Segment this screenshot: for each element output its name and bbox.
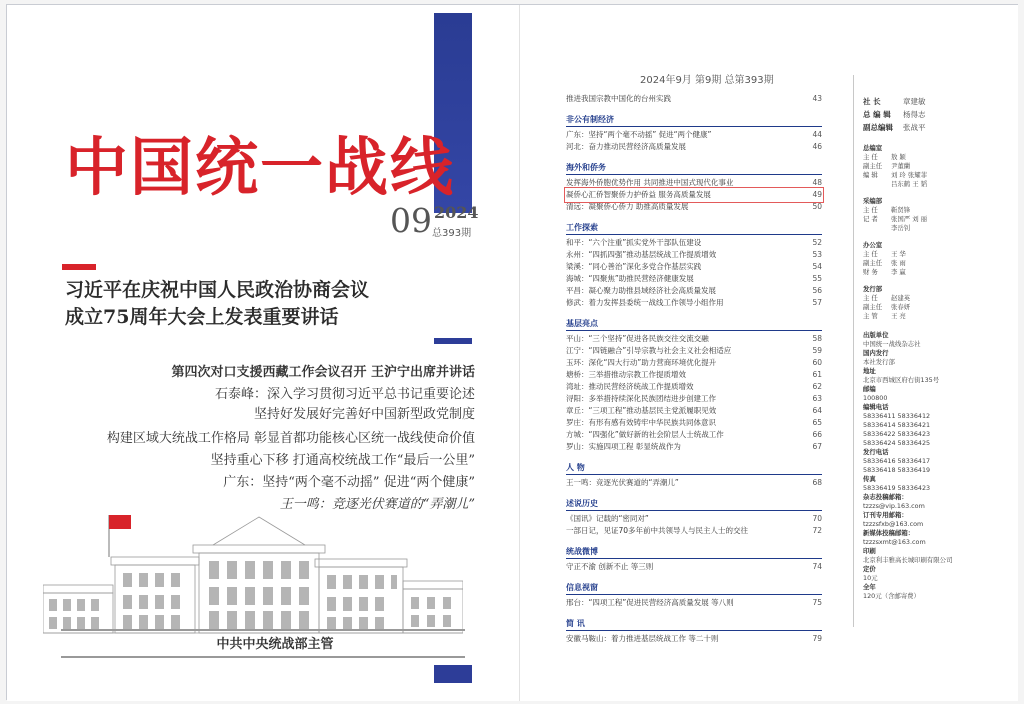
toc-entry-title: 梁溪：“同心善治”深化多党合作基层实践 xyxy=(566,262,702,271)
masthead-role: 主 任 xyxy=(863,294,878,302)
masthead-row xyxy=(863,123,1013,136)
masthead-role: 记 者 xyxy=(863,215,878,223)
toc-entry-page: 75 xyxy=(812,598,822,607)
toc-entry-title: 江宁：“四链融合”引导宗教与社会主义社会相适应 xyxy=(566,346,732,355)
masthead-leadership xyxy=(863,97,1013,136)
cover-page xyxy=(7,5,519,701)
masthead-person: 吕东鹤 王 韬 xyxy=(891,180,928,188)
cover-story: 坚持好发展好完善好中国新型政党制度 xyxy=(253,407,475,422)
toc-entry[interactable] xyxy=(566,633,822,645)
toc-entry-title: 守正不渝 创新不止 等三则 xyxy=(566,562,654,571)
toc-entry-page: 67 xyxy=(812,442,822,451)
toc-entry-page: 68 xyxy=(812,478,822,487)
masthead-row xyxy=(863,268,1013,277)
toc-entry[interactable] xyxy=(566,429,822,441)
toc-entry-title: 《国讯》记载的“密同对” xyxy=(566,514,649,523)
masthead-row xyxy=(863,206,1013,215)
masthead-row xyxy=(863,312,1013,321)
masthead-row xyxy=(863,224,1013,233)
toc-entry-title: 平山：“三个坚持”促进各民族交往交流交融 xyxy=(566,334,709,343)
toc-entry-page: 59 xyxy=(812,346,822,355)
info-label: 新媒体投稿邮箱： xyxy=(863,529,915,537)
toc-entry[interactable] xyxy=(566,561,822,573)
masthead-role: 主 任 xyxy=(863,206,878,214)
masthead-role: 副总编辑 xyxy=(863,123,893,132)
headline-line: 成立75周年大会上发表重要讲话 xyxy=(65,306,339,328)
masthead-role: 编 辑 xyxy=(863,171,878,179)
cover-story: 广东：坚持“两个毫不动摇” 促进“两个健康” xyxy=(223,475,475,490)
toc-entry[interactable] xyxy=(566,381,822,393)
table-of-contents xyxy=(566,93,822,645)
department-title: 发行部 xyxy=(863,285,883,293)
masthead-person: 李岳钊 xyxy=(891,224,911,232)
toc-entry-page: 55 xyxy=(812,274,822,283)
issue-block xyxy=(390,201,484,245)
toc-entry-title: 永州：“四抓四强”推动基层统战工作提质增效 xyxy=(566,250,717,259)
toc-entry-page: 54 xyxy=(812,262,822,271)
masthead-row xyxy=(863,97,1013,110)
masthead-role: 副主任 xyxy=(863,303,883,311)
contents-page xyxy=(520,5,1018,701)
masthead-row xyxy=(863,250,1013,259)
masthead-row xyxy=(863,303,1013,312)
toc-entry[interactable] xyxy=(566,177,822,189)
toc-entry[interactable] xyxy=(566,201,822,213)
toc-entry[interactable] xyxy=(566,525,822,537)
toc-entry-page: 50 xyxy=(812,202,822,211)
toc-section-heading: 简 讯 xyxy=(566,618,822,631)
cover-story: 王一鸣：竞逐光伏赛道的“弄潮儿” xyxy=(279,497,475,512)
toc-entry[interactable] xyxy=(566,285,822,297)
info-value: 58336424 58336425 xyxy=(863,439,931,447)
toc-section-heading: 统战微博 xyxy=(566,546,822,559)
toc-entry-page: 66 xyxy=(812,430,822,439)
toc-entry-title: 浔阳：多举措持续深化民族团结进步创建工作 xyxy=(566,394,716,403)
toc-entry-title: 一部日记，见证70多年前中共领导人与民主人士的交往 xyxy=(566,526,749,535)
masthead-role: 副主任 xyxy=(863,162,883,170)
toc-entry[interactable] xyxy=(566,597,822,609)
masthead-person: 王 华 xyxy=(891,250,906,258)
info-label: 出版单位 xyxy=(863,331,889,339)
toc-entry-title: 发挥海外侨胞优势作用 共同推进中国式现代化事业 xyxy=(566,178,734,187)
toc-entry-page: 56 xyxy=(812,286,822,295)
masthead-person: 敖 颖 xyxy=(891,153,906,161)
masthead-role: 总 编 辑 xyxy=(863,110,891,119)
toc-entry[interactable] xyxy=(566,141,822,153)
toc-issue-line: 2024年9月 第9期 总第393期 xyxy=(640,75,774,86)
info-value: 中国统一战线杂志社 xyxy=(863,340,921,348)
toc-entry[interactable] xyxy=(566,393,822,405)
toc-section-heading: 基层亮点 xyxy=(566,318,822,331)
toc-entry-page: 62 xyxy=(812,382,822,391)
masthead-row xyxy=(863,215,1013,224)
publisher-rule xyxy=(61,656,465,658)
toc-entry[interactable] xyxy=(566,369,822,381)
toc-section-heading: 述说历史 xyxy=(566,498,822,511)
info-label: 全年 xyxy=(863,583,876,591)
toc-entry-title: 章丘：“三项工程”推动基层民主党派履职见效 xyxy=(566,406,717,415)
masthead-person: 杨得志 xyxy=(903,110,926,119)
cover-story: 第四次对口支援西藏工作会议召开 王沪宁出席并讲话 xyxy=(171,365,475,380)
issue-number: 09 xyxy=(390,201,432,240)
info-label: 编辑电话 xyxy=(863,403,889,411)
info-value: 北京利丰雅高长城印刷有限公司 xyxy=(863,556,953,564)
toc-entry[interactable] xyxy=(566,477,822,489)
toc-entry-title: 修武：着力发挥县委统一战线工作领导小组作用 xyxy=(566,298,724,307)
red-accent-dash xyxy=(62,264,96,270)
toc-entry-page: 53 xyxy=(812,250,822,259)
info-label: 邮编 xyxy=(863,385,876,393)
toc-entry[interactable] xyxy=(566,237,822,249)
publication-info xyxy=(863,331,1013,601)
masthead-person: 张国严 刘 丽 xyxy=(891,215,928,223)
info-value: 58336418 58336419 xyxy=(863,466,931,474)
cover-story: 构建区域大统战工作格局 彰显首都功能核心区统一战线使命价值 xyxy=(106,431,475,446)
department-title: 办公室 xyxy=(863,241,883,249)
toc-entry-page: 64 xyxy=(812,406,822,415)
toc-entry-page: 44 xyxy=(812,130,822,139)
masthead-department xyxy=(863,144,1013,189)
toc-entry-page: 61 xyxy=(812,370,822,379)
toc-entry[interactable] xyxy=(566,93,822,105)
issue-year: 2024 xyxy=(434,203,479,222)
masthead-row xyxy=(863,153,1013,162)
info-value: 58336422 58336423 xyxy=(863,430,931,438)
toc-entry[interactable] xyxy=(566,333,822,345)
masthead-role: 主 任 xyxy=(863,250,878,258)
cover-headline xyxy=(65,277,369,331)
info-value: 58336414 58336421 xyxy=(863,421,931,429)
masthead-role: 社 长 xyxy=(863,97,881,106)
info-value: 120元（含邮寄费） xyxy=(863,592,920,600)
headline-line: 习近平在庆祝中国人民政治协商会议 xyxy=(65,279,370,301)
toc-entry-title: 平昌：凝心聚力助推县域经济社会高质量发展 xyxy=(566,286,716,295)
cover-blue-bar-bottom xyxy=(434,665,472,683)
masthead-role xyxy=(863,224,887,233)
info-label: 地址 xyxy=(863,367,876,375)
toc-section-heading: 海外和侨务 xyxy=(566,162,822,175)
info-value: 北京市西城区府右街135号 xyxy=(863,376,940,384)
masthead-row xyxy=(863,294,1013,303)
masthead-row xyxy=(863,180,1013,189)
masthead-department xyxy=(863,197,1013,233)
toc-section-heading: 人 物 xyxy=(566,462,822,475)
masthead-person: 刘 玲 张耀菲 xyxy=(891,171,928,179)
info-label: 订刊专用邮箱： xyxy=(863,511,908,519)
publisher-rule xyxy=(61,629,465,631)
toc-entry[interactable] xyxy=(566,129,822,141)
cover-story: 石泰峰：深入学习贯彻习近平总书记重要论述 xyxy=(214,387,475,402)
masthead xyxy=(863,97,1013,601)
toc-entry[interactable] xyxy=(566,441,822,453)
toc-entry[interactable] xyxy=(566,249,822,261)
department-title: 总编室 xyxy=(863,144,883,152)
toc-entry-page: 70 xyxy=(812,514,822,523)
toc-entry-page: 49 xyxy=(812,190,822,199)
toc-entry-title: 河北：奋力推动民营经济高质量发展 xyxy=(566,142,686,151)
masthead-person: 张春妍 xyxy=(891,303,911,311)
toc-section-heading: 信息视窗 xyxy=(566,582,822,595)
cover-story: 坚持重心下移 打通高校统战工作“最后一公里” xyxy=(210,453,475,468)
toc-entry-page: 43 xyxy=(812,94,822,103)
masthead-person: 王 亮 xyxy=(891,312,906,320)
toc-entry-title: 推进我国宗教中国化的台州实践 xyxy=(566,94,671,103)
issue-total: 总393期 xyxy=(432,228,472,239)
info-value: 本社发行部 xyxy=(863,358,895,366)
masthead-person: 张 雨 xyxy=(891,259,906,267)
masthead-person: 张战平 xyxy=(903,123,926,132)
info-value: tzzzsxmt@163.com xyxy=(863,538,926,546)
blue-divider xyxy=(434,338,472,344)
info-value: 58336411 58336412 xyxy=(863,412,931,420)
masthead-department xyxy=(863,241,1013,277)
toc-entry-page: 52 xyxy=(812,238,822,247)
toc-entry-title: 玉环：深化“四大行动”助力营商环境优化提升 xyxy=(566,358,717,367)
toc-entry-title: 清远：凝聚侨心侨力 助推高质量发展 xyxy=(566,202,689,211)
toc-entry-title: 和平：“六个注重”抓实党外干部队伍建设 xyxy=(566,238,702,247)
toc-entry-title: 邢台：“四项工程”促进民营经济高质量发展 等八则 xyxy=(566,598,734,607)
masthead-row xyxy=(863,110,1013,123)
masthead-role: 副主任 xyxy=(863,259,883,267)
toc-entry-page: 48 xyxy=(812,178,822,187)
info-label: 发行电话 xyxy=(863,448,889,456)
toc-entry-page: 74 xyxy=(812,562,822,571)
magazine-spread xyxy=(6,4,1018,700)
info-value: 58336416 58336417 xyxy=(863,457,931,465)
masthead-person: 靳贤锋 xyxy=(891,206,911,214)
toc-entry[interactable] xyxy=(566,357,822,369)
magazine-title: 中国统一战线 xyxy=(65,130,455,204)
masthead-person: 李 赢 xyxy=(891,268,906,276)
masthead-role xyxy=(863,180,887,189)
info-value: tzzzsfxb@163.com xyxy=(863,520,924,528)
masthead-person: 章建敏 xyxy=(903,97,926,106)
masthead-person: 赵建英 xyxy=(891,294,911,302)
toc-entry-title: 塘桥：三举措推动宗教工作提质增效 xyxy=(566,370,686,379)
info-value: 100800 xyxy=(863,394,888,402)
toc-entry[interactable] xyxy=(566,345,822,357)
toc-entry-title: 凝侨心汇侨智聚侨力护侨益 服务高质量发展 xyxy=(566,190,711,199)
toc-section-heading: 非公有制经济 xyxy=(566,114,822,127)
toc-entry-page: 79 xyxy=(812,634,822,643)
masthead-person: 尹董蘭 xyxy=(891,162,911,170)
info-value: 10元 xyxy=(863,574,878,582)
toc-entry-title: 湾址：推动民营经济统战工作提质增效 xyxy=(566,382,694,391)
toc-entry-page: 72 xyxy=(812,526,822,535)
building-illustration xyxy=(43,505,463,635)
toc-entry-title: 罗庄：有形有感有效铸牢中华民族共同体意识 xyxy=(566,418,716,427)
toc-entry-page: 57 xyxy=(812,298,822,307)
toc-entry-title: 王一鸣：竞逐光伏赛道的“弄潮儿” xyxy=(566,478,679,487)
info-label: 杂志投稿邮箱： xyxy=(863,493,908,501)
toc-entry-page: 60 xyxy=(812,358,822,367)
masthead-department xyxy=(863,285,1013,321)
toc-entry-title: 广东：坚持“两个毫不动摇” 促进“两个健康” xyxy=(566,130,712,139)
toc-entry-page: 65 xyxy=(812,418,822,427)
toc-entry-title: 安徽马鞍山：着力推进基层统战工作 等二十则 xyxy=(566,634,719,643)
publisher-line xyxy=(7,633,519,652)
toc-entry[interactable] xyxy=(566,417,822,429)
masthead-divider xyxy=(853,75,854,627)
info-label: 定价 xyxy=(863,565,876,573)
masthead-row xyxy=(863,259,1013,268)
toc-entry[interactable] xyxy=(566,261,822,273)
masthead-row xyxy=(863,162,1013,171)
masthead-role: 主 管 xyxy=(863,312,878,320)
toc-section-heading: 工作探索 xyxy=(566,222,822,235)
info-value: tzzzs@vip.163.com xyxy=(863,502,925,510)
department-title: 采编部 xyxy=(863,197,883,205)
publisher-text: 中共中央统战部主管 xyxy=(216,637,334,652)
info-label: 传真 xyxy=(863,475,876,483)
toc-entry[interactable] xyxy=(566,405,822,417)
info-label: 国内发行 xyxy=(863,349,889,357)
toc-entry-page: 63 xyxy=(812,394,822,403)
toc-entry[interactable] xyxy=(566,513,822,525)
cover-story-list xyxy=(107,361,475,515)
toc-entry[interactable] xyxy=(566,273,822,285)
toc-entry[interactable] xyxy=(566,189,822,201)
toc-entry-page: 58 xyxy=(812,334,822,343)
toc-entry[interactable] xyxy=(566,297,822,309)
toc-entry-page: 46 xyxy=(812,142,822,151)
info-value: 58336419 58336423 xyxy=(863,484,931,492)
toc-entry-title: 海城：“四聚焦”助推民营经济健康发展 xyxy=(566,274,694,283)
info-label: 印刷 xyxy=(863,547,876,555)
toc-entry-title: 方城：“四强化”做好新的社会阶层人士统战工作 xyxy=(566,430,724,439)
masthead-role: 主 任 xyxy=(863,153,878,161)
masthead-row xyxy=(863,171,1013,180)
toc-entry-title: 罗山：实施四项工程 彰显统战作为 xyxy=(566,442,681,451)
masthead-role: 财 务 xyxy=(863,268,878,276)
